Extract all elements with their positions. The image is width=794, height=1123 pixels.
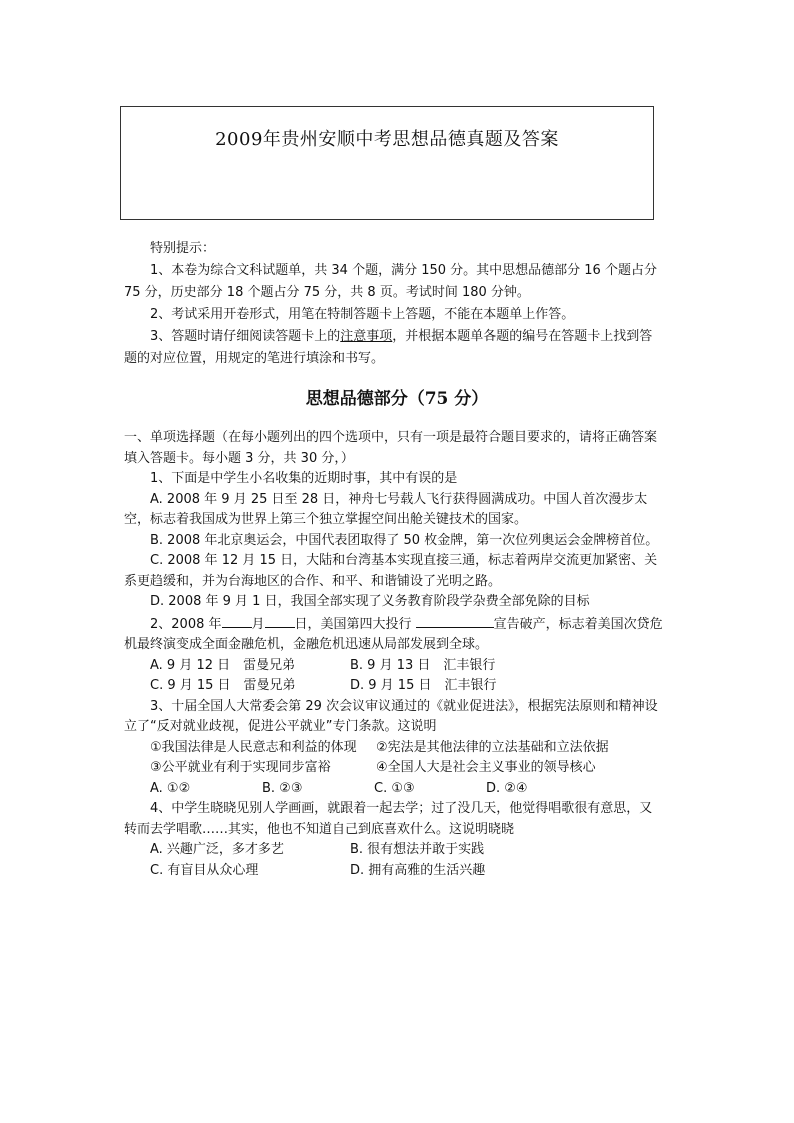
q1-option-b: B. 2008 年北京奥运会，中国代表团取得了 50 枚金牌，第一次位列奥运会金牌榜首位。 — [150, 532, 659, 548]
notes-item-2: 2、考试采用开卷形式，用笔在特制答题卡上答题，不能在本题单上作答。 — [150, 307, 575, 322]
q4-options-row-1 — [124, 840, 664, 861]
q2-options-row-1 — [124, 656, 664, 677]
q4-option-c: C. 有盲目从众心理 — [150, 862, 259, 878]
q2-option-c: C. 9 月 15 日 雷曼兄弟 — [150, 678, 296, 693]
q1-option-c: C. 2008 年 12 月 15 日，大陆和台湾基本实现直接三通，标志着两岸交流更加紧密、关系更趋缓和，并为台海地区的合作、和平、和谐铺设了光明之路。 — [124, 553, 658, 589]
q3-statement-3: ③公平就业有利于实现同步富裕 — [150, 760, 331, 775]
q3-option-b: B. ②③ — [262, 780, 303, 796]
section-title: 思想品德部分（75 分） — [305, 389, 489, 409]
q3-statement-2: ②宪法是其他法律的立法基础和立法依据 — [376, 739, 609, 755]
q3-option-d: D. ②④ — [486, 780, 528, 796]
q2-stem: 2、2008 年 月 日，美国第四大投行 宣告破产，标志着美国次贷危机最终演变成全面金融危机，金融危机迅速从局部发展到全球。 — [124, 613, 664, 656]
q3-statement-1: ①我国法律是人民意志和利益的体现 — [150, 739, 357, 755]
part-heading: 一、单项选择题（在每小题列出的四个选项中，只有一项是最符合题目要求的，请将正确答案填入答题卡。每小题 3 分，共 30 分，） — [124, 430, 658, 466]
notes-item-3-pre: 3、答题时请仔细阅读答题卡上的 — [150, 329, 341, 344]
notes-item-3-post: ，并根据本题单各题的编号在答题卡上找到答题的对应位置，用规定的笔进行填涂和书写。 — [124, 329, 653, 366]
page-title: 2009年贵州安顺中考思想品德真题及答案 — [215, 129, 559, 150]
q1-option-d: D. 2008 年 9 月 1 日，我国全部实现了义务教育阶段学杂费全部免除的目标 — [150, 594, 590, 609]
notes-item-3-underlined: 注意事项 — [340, 329, 393, 344]
q4-option-a: A. 兴趣广泛，多才多艺 — [150, 842, 284, 857]
q4-options-row-2 — [124, 861, 664, 882]
q2-blank-bank — [416, 613, 494, 628]
notes-item-1: 1、本卷为综合文科试题单，共 34 个题，满分 150 分。其中思想品德部分 16 个题占分 75 分，历史部分 18 个题占分 75 分，共 8 页。考试时间 180 分钟。 — [124, 263, 657, 300]
q3-statement-4: ④全国人大是社会主义事业的领导核心 — [376, 760, 596, 775]
q3-option-a: A. ①② — [150, 780, 191, 796]
q4-option-b: B. 很有想法并敢于实践 — [350, 842, 485, 857]
q3-statements-row-2 — [124, 758, 664, 779]
q2-options-row-2 — [124, 676, 664, 697]
question-body — [124, 428, 664, 881]
special-notes — [124, 238, 664, 370]
q2-blank-month — [222, 613, 252, 628]
q4-option-d: D. 拥有高雅的生活兴趣 — [350, 862, 486, 878]
q3-statements-row-1 — [124, 738, 664, 759]
q1-stem: 1、下面是中学生小名收集的近期时事，其中有误的是 — [150, 471, 458, 486]
q3-stem: 3、十届全国人大常委会第 29 次会议审议通过的《就业促进法》，根据宪法原则和精神设立了“反对就业歧视，促进公平就业”专门条款。这说明 — [124, 698, 658, 734]
q1-option-a: A. 2008 年 9 月 25 日至 28 日，神舟七号载人飞行获得圆满成功。中国人首次漫步太空，标志着我国成为世界上第三个独立掌握空间出舱关键技术的国家。 — [124, 491, 648, 527]
q4-stem: 4、中学生晓晓见别人学画画，就跟着一起去学；过了没几天，他觉得唱歌很有意思，又转而去学唱歌……其实，他也不知道自己到底喜欢什么。这说明晓晓 — [124, 801, 653, 837]
notes-heading: 特别提示： — [150, 241, 216, 256]
q3-options — [124, 779, 664, 800]
q2-option-d: D. 9 月 15 日 汇丰银行 — [350, 678, 497, 693]
title-box — [120, 106, 654, 220]
notes-item-3 — [124, 326, 664, 370]
q2-option-b: B. 9 月 13 日 汇丰银行 — [350, 657, 496, 673]
q2-option-a: A. 9 月 12 日 雷曼兄弟 — [150, 657, 296, 673]
q3-option-c: C. ①③ — [374, 780, 415, 796]
q2-blank-day — [265, 613, 295, 628]
